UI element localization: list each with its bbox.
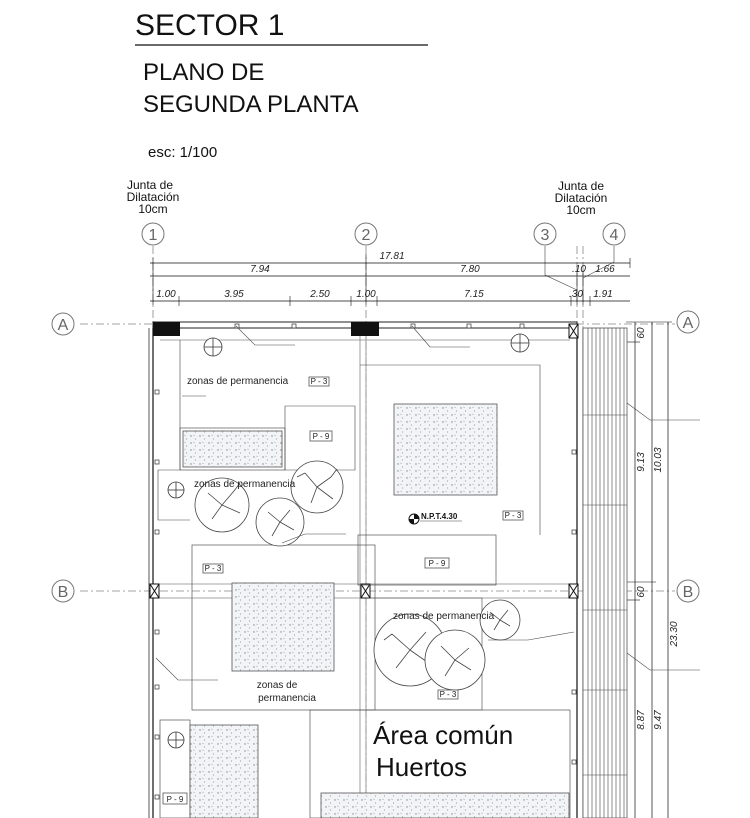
tag-p9 <box>425 558 449 568</box>
svg-text:P - 9: P - 9 <box>166 795 184 804</box>
tree-symbol <box>256 498 304 546</box>
axis-bubble-1 <box>142 223 164 245</box>
svg-text:P - 3: P - 3 <box>204 564 222 573</box>
axis-bubble-3 <box>534 223 577 290</box>
bench-symbol <box>204 338 222 356</box>
joint-left-line2: Dilatación <box>126 190 180 204</box>
column-symbol <box>569 584 578 598</box>
dim-v-1003: 10.03 <box>653 447 664 473</box>
tree-symbol <box>425 630 485 690</box>
axis-label-a-right: A <box>682 315 694 332</box>
column-symbol <box>351 322 379 336</box>
joint-right-line2: Dilatación <box>554 191 608 205</box>
dim-250: 2.50 <box>310 289 330 300</box>
column-symbol <box>361 584 370 598</box>
level-marker <box>409 512 462 524</box>
dimension-chains-vertical <box>626 322 680 818</box>
column-symbol <box>569 324 578 338</box>
dim-overall: 17.81 <box>379 251 405 262</box>
axis-bubble-a-left <box>52 313 74 335</box>
sector-title: SECTOR 1 <box>135 9 285 42</box>
level-value: N.P.T.4.30 <box>421 512 458 521</box>
plan-title-line1: PLANO DE <box>143 59 265 86</box>
planter-3 <box>232 583 334 671</box>
equipment-symbols <box>168 334 529 748</box>
svg-text:P - 3: P - 3 <box>310 377 328 386</box>
joint-left-line1: Junta de <box>126 178 174 192</box>
axis-label-1: 1 <box>148 227 158 244</box>
tag-p9 <box>310 431 332 441</box>
joint-note-right <box>555 179 608 217</box>
dimension-chains-horizontal <box>150 251 630 306</box>
zone-label-1: zonas de permanencia <box>187 376 289 387</box>
common-area-line1: Área común <box>373 720 514 750</box>
dim-v-947: 9.47 <box>653 710 664 730</box>
tree-symbol <box>291 461 343 513</box>
dim-100b: 1.00 <box>356 289 376 300</box>
joint-right-line3: 10cm <box>566 203 596 217</box>
axis-bubble-b-right <box>677 580 699 602</box>
svg-text:P - 9: P - 9 <box>428 559 446 568</box>
dim-100a: 1.00 <box>156 289 176 300</box>
dim-v-887: 8.87 <box>636 710 647 730</box>
planter-4 <box>190 725 258 818</box>
axis-label-b-right: B <box>682 584 694 601</box>
joint-right-line1: Junta de <box>557 179 605 193</box>
plan-title-line2: SEGUNDA PLANTA <box>143 91 359 118</box>
svg-text:P - 3: P - 3 <box>439 690 457 699</box>
zone-label-3: zonas de permanencia <box>393 611 495 622</box>
tag-p3 <box>438 690 458 699</box>
axis-label-b-left: B <box>57 584 69 601</box>
svg-text:P - 9: P - 9 <box>312 432 330 441</box>
dim-715: 7.15 <box>464 289 484 300</box>
tag-p3 <box>503 511 523 520</box>
dim-780: 7.80 <box>460 264 480 275</box>
dim-166: 1.66 <box>595 264 615 275</box>
side-strip <box>583 328 627 818</box>
dim-191: 1.91 <box>593 289 613 300</box>
joint-note-left <box>127 178 180 216</box>
axis-label-3: 3 <box>540 227 550 244</box>
column-symbol <box>153 322 180 336</box>
joint-left-line3: 10cm <box>138 202 168 216</box>
zone-label-2: zonas de permanencia <box>194 479 296 490</box>
column-symbol <box>150 584 159 598</box>
zone-label-4b: permanencia <box>258 693 316 704</box>
svg-text:P - 3: P - 3 <box>504 511 522 520</box>
bench-symbol <box>168 732 184 748</box>
planter-2 <box>394 404 497 495</box>
common-area-line2: Huertos <box>376 752 468 782</box>
axis-bubble-a-right <box>677 311 699 333</box>
dim-395: 3.95 <box>224 289 244 300</box>
zone-label-4a: zonas de <box>256 680 298 691</box>
tag-p9 <box>163 793 187 804</box>
axis-bubble-b-left <box>52 580 74 602</box>
level-marker-icon <box>409 514 419 524</box>
dim-v-2330: 23.30 <box>669 621 680 647</box>
dim-v-60a: 60 <box>636 327 647 339</box>
scale-label: esc: 1/100 <box>148 144 218 161</box>
dim-794: 7.94 <box>250 264 270 275</box>
bench-symbol <box>168 482 184 498</box>
axis-label-a-left: A <box>57 317 69 334</box>
axis-label-2: 2 <box>361 227 371 244</box>
tag-p3 <box>309 377 329 386</box>
bench-symbol <box>511 334 529 352</box>
planter-5 <box>321 793 569 818</box>
dim-030: .30 <box>569 289 583 300</box>
tag-p3 <box>203 564 223 573</box>
dim-v-60b: 60 <box>636 586 647 598</box>
dim-v-913: 9.13 <box>636 452 647 472</box>
dim-010: .10 <box>572 264 586 275</box>
planter-1 <box>183 431 282 467</box>
axis-label-4: 4 <box>609 227 619 244</box>
axis-bubble-2 <box>355 223 377 245</box>
